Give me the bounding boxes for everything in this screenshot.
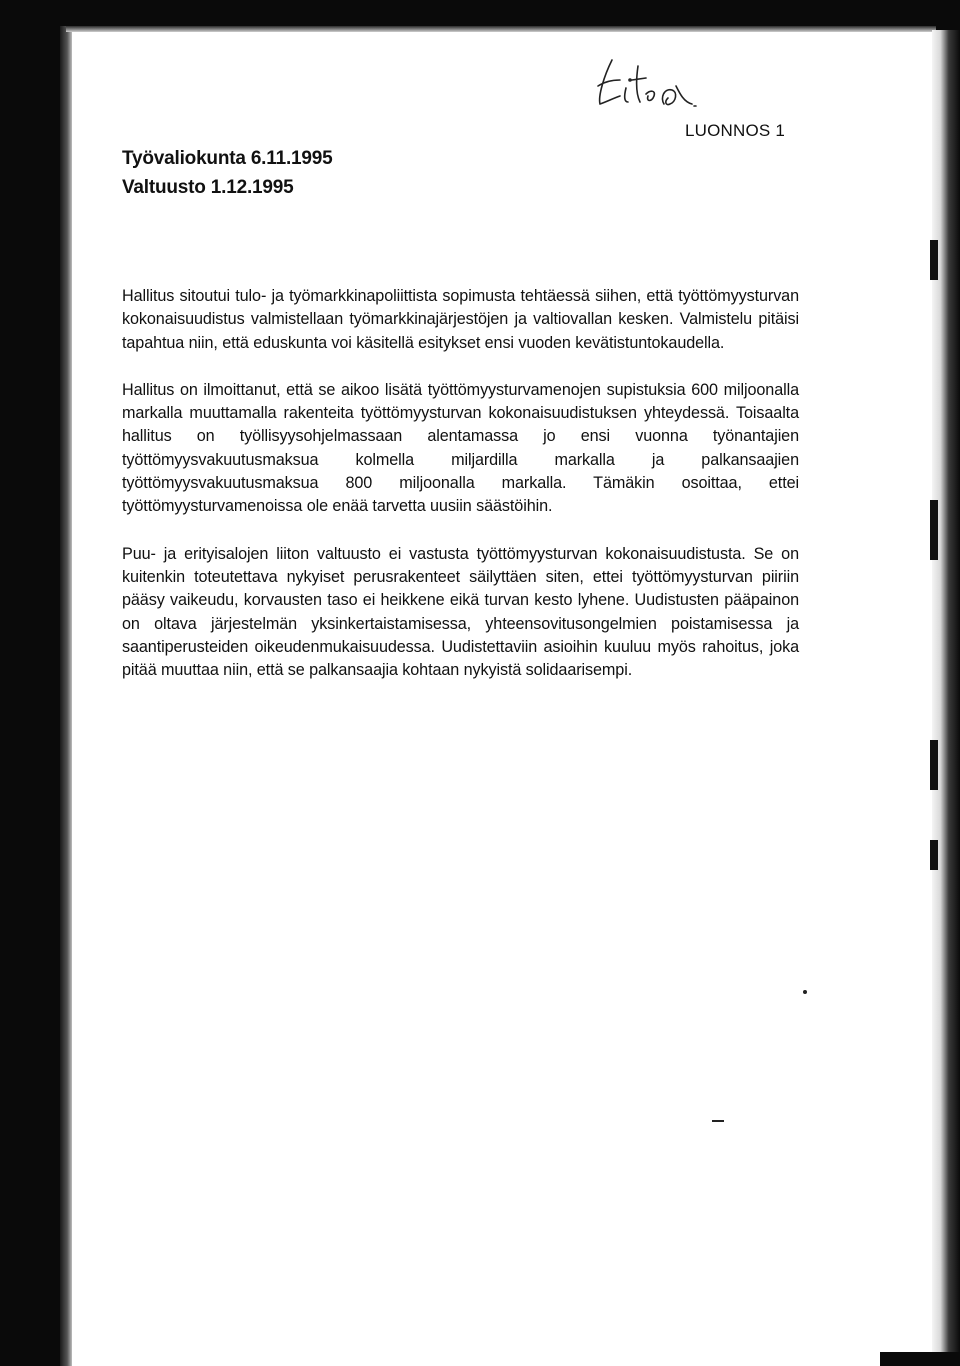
scan-mark bbox=[930, 240, 938, 280]
draft-label: LUONNOS 1 bbox=[685, 121, 786, 140]
paragraph-2: Hallitus on ilmoittanut, että se aikoo lisätä työttömyysturvamenojen supistuksia 600 miljoonalla markalla muuttamalla rakenteita työttömyysturvan kokonaisuudistuksen yhteydessä. Toisaalta hallitus on työllisyysohjelmassaan alentamassa jo ensi vuonna työnantajien työttömyysvakuutusmaksua kolmella miljardilla markalla ja palkansaajien työttömyysvakuutusmaksua 800 miljoonalla markalla. Tämäkin osoittaa, ettei työttömyysturvamenoissa ole enää tarvetta uusiin säästöihin. bbox=[122, 380, 799, 516]
scan-mark bbox=[930, 840, 938, 870]
committee-date: Työvaliokunta 6.11.1995 bbox=[122, 148, 333, 169]
scan-border-right bbox=[932, 30, 960, 1366]
document-body bbox=[122, 285, 799, 706]
scan-mark bbox=[930, 740, 938, 790]
scan-border-left-shadow bbox=[60, 26, 72, 1366]
scan-speck bbox=[712, 1120, 724, 1122]
scan-border-top-shadow bbox=[66, 26, 936, 32]
scan-mark bbox=[930, 500, 938, 560]
scan-border-left bbox=[0, 0, 66, 1366]
handwritten-signature bbox=[590, 46, 710, 116]
scan-border-bottom bbox=[880, 1352, 960, 1366]
meeting-dates bbox=[122, 144, 333, 202]
scan-speck bbox=[803, 990, 807, 994]
paragraph-1: Hallitus sitoutui tulo- ja työmarkkinapoliittista sopimusta tehtäessä siihen, että työttömyysturvan kokonaisuudistus valmistellaan työmarkkinajärjestöjen ja valtiovallan kesken. Valmistelu pitäisi tapahtua niin, että eduskunta voi käsitellä esitykset ensi vuoden kevätistuntokaudella. bbox=[122, 287, 799, 352]
paragraph-3: Puu- ja erityisalojen liiton valtuusto ei vastusta työttömyysturvan kokonaisuudistusta. Se on kuitenkin toteutettava nykyiset perusrakenteet säilyttäen siten, ettei työttömyysturvan piiriin pääsy vaikeudu, korvausten taso ei heikkene eikä turvan kesto lyhene. Uudistusten pääpainon on oltava järjestelmän yksinkertaistamisessa, yhteensovitusongelmien poistamisessa ja saantiperusteiden oikeudenmukaisuudessa. Uudistettaviin asioihin kuuluu myös rahoitus, joka pitää muuttaa niin, että se palkansaajia kohtaan nykyistä solidaarisempi. bbox=[122, 544, 799, 680]
council-date: Valtuusto 1.12.1995 bbox=[122, 177, 294, 198]
